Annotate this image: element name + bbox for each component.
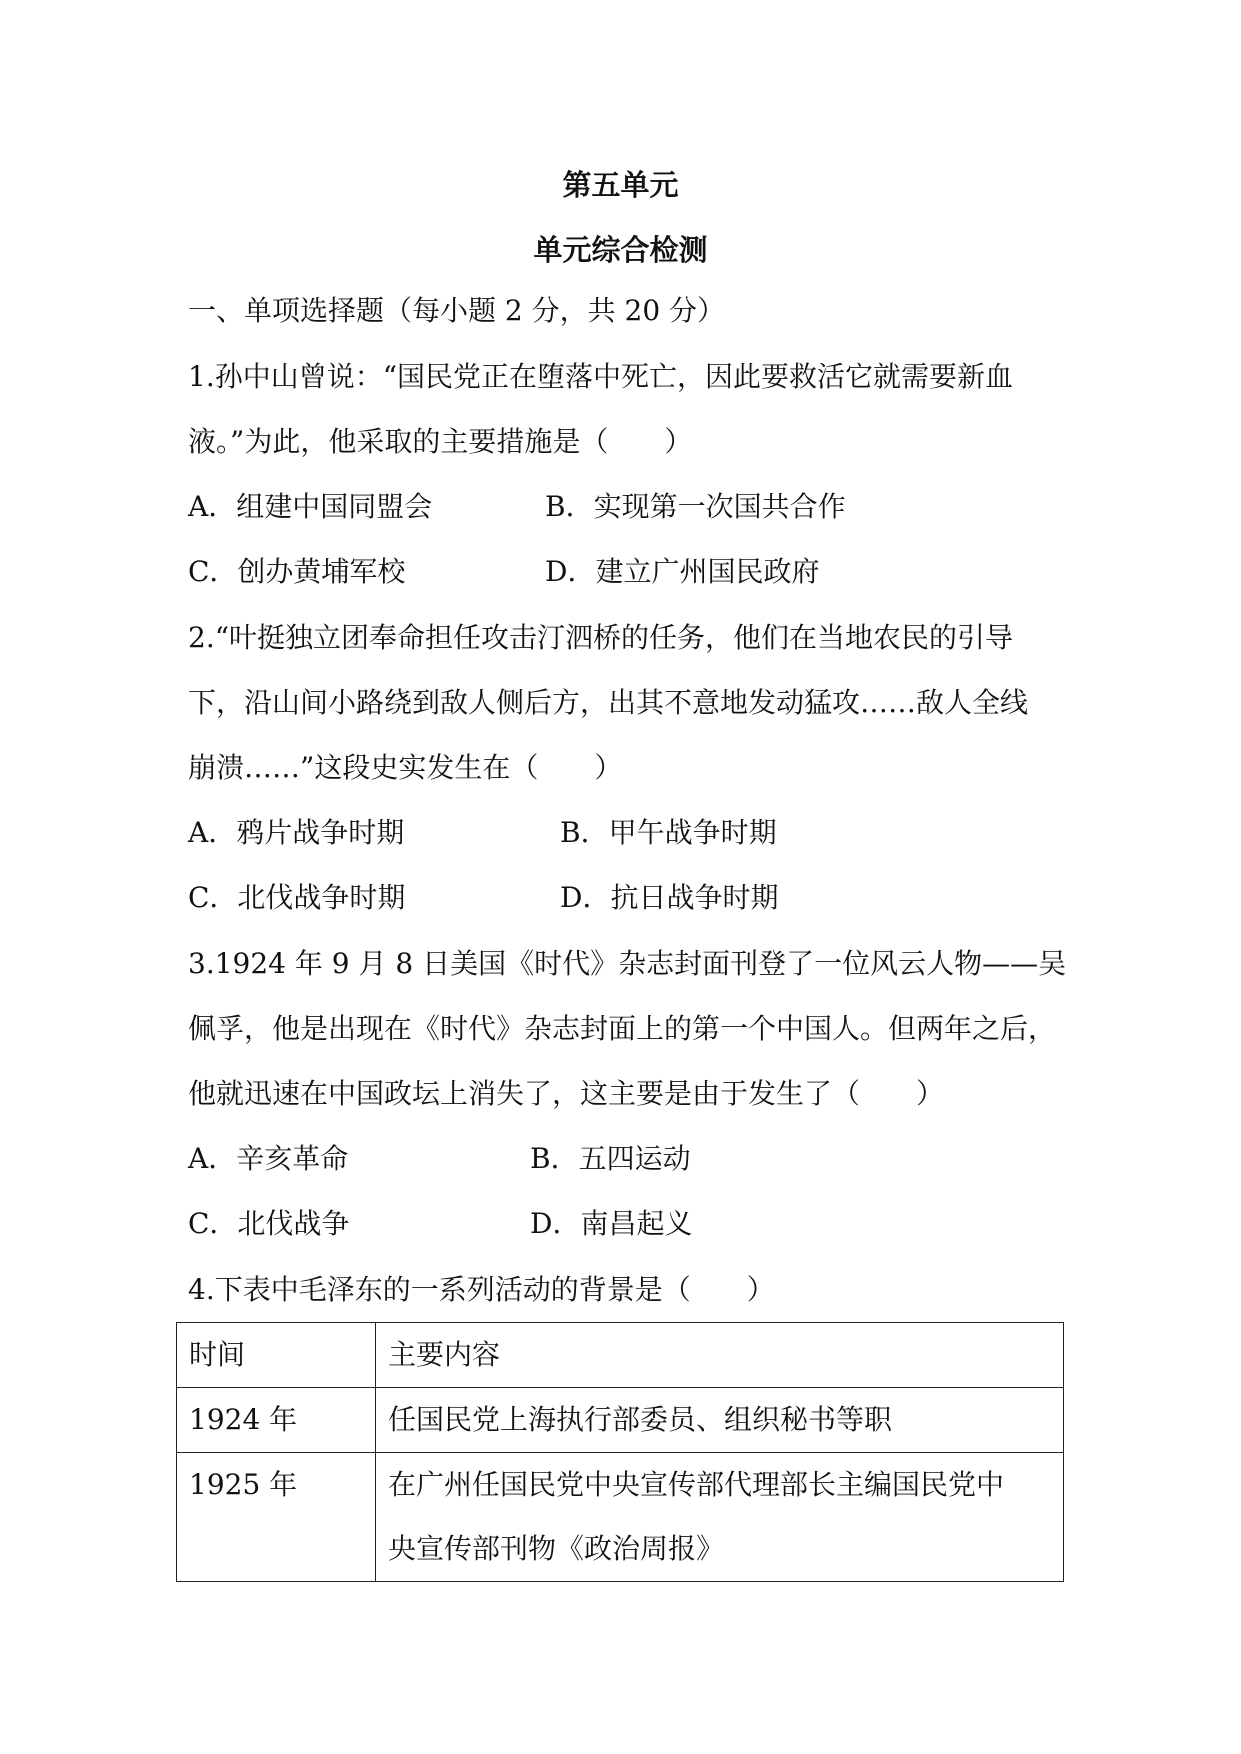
question-2-option-a: A．鸦片战争时期 [188,816,405,849]
question-3-option-d: D．南昌起义 [530,1207,693,1240]
test-title: 单元综合检测 [533,233,708,267]
question-3-line-2: 佩孚，他是出现在《时代》杂志封面上的第一个中国人。但两年之后， [188,1012,1057,1045]
section-heading: 一、单项选择题（每小题 2 分，共 20 分） [188,294,726,327]
question-1-option-c: C．创办黄埔军校 [188,555,406,588]
question-1-line-2: 液。”为此，他采取的主要措施是（ ） [188,425,693,458]
question-2-option-b: B．甲午战争时期 [560,816,777,849]
table-row [177,1388,1064,1453]
table-cell-content [376,1453,1064,1582]
question-1-option-b: B．实现第一次国共合作 [545,490,846,523]
table-cell-content: 任国民党上海执行部委员、组织秘书等职 [376,1388,1064,1453]
table-header-row [177,1323,1064,1388]
question-2-option-d: D．抗日战争时期 [560,881,779,914]
question-3-line-1: 3.1924 年 9 月 8 日美国《时代》杂志封面刊登了一位风云人物——吴 [188,947,1067,980]
question-2-option-c: C．北伐战争时期 [188,881,406,914]
question-3-option-b: B．五四运动 [530,1142,691,1175]
question-2-line-3: 崩溃……”这段史实发生在（ ） [188,751,623,784]
unit-title: 第五单元 [562,168,679,202]
activity-table [176,1322,1064,1582]
question-3-option-a: A．辛亥革命 [188,1142,349,1175]
table-cell-content-line-1: 在广州任国民党中央宣传部代理部长主编国民党中 [388,1468,1005,1501]
question-1-option-a: A．组建中国同盟会 [188,490,433,523]
table-cell-time: 1924 年 [177,1388,376,1453]
question-3-line-3: 他就迅速在中国政坛上消失了，这主要是由于发生了（ ） [188,1077,945,1110]
question-2-line-2: 下，沿山间小路绕到敌人侧后方，出其不意地发动猛攻……敌人全线 [188,686,1029,719]
table-header-content: 主要内容 [376,1323,1064,1388]
table-row [177,1453,1064,1582]
question-3-option-c: C．北伐战争 [188,1207,350,1240]
question-4-line-1: 4.下表中毛泽东的一系列活动的背景是（ ） [188,1273,775,1306]
question-1-line-1: 1.孙中山曾说：“国民党正在堕落中死亡，因此要救活它就需要新血 [188,360,1014,393]
table-cell-content-line-2: 央宣传部刊物《政治周报》 [388,1532,725,1565]
question-1-option-d: D．建立广州国民政府 [545,555,820,588]
table-header-time: 时间 [177,1323,376,1388]
table-cell-time: 1925 年 [177,1453,376,1582]
question-2-line-1: 2.“叶挺独立团奉命担任攻击汀泗桥的任务，他们在当地农民的引导 [188,621,1014,654]
